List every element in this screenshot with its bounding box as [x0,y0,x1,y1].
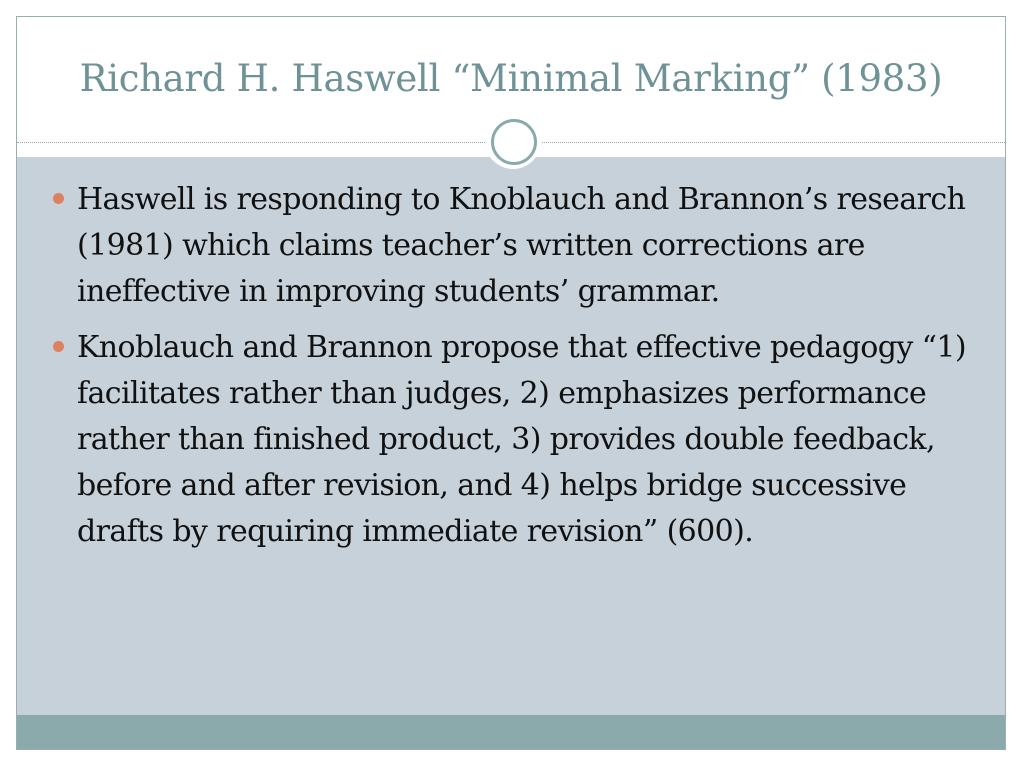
circle-ornament-icon [485,113,541,169]
bullet-text: Haswell is responding to Knoblauch and Brannon’s research (1981) which claims teacher’s written corrections are ineffective in improving students’ grammar. [77,182,966,309]
list-item [53,177,973,315]
bullet-list [53,177,973,565]
bullet-dot-icon [53,341,64,352]
footer-band [17,715,1005,749]
bullet-dot-icon [53,193,64,204]
slide-title: Richard H. Haswell “Minimal Marking” (1983) [79,57,943,100]
list-item [53,325,973,555]
bullet-text: Knoblauch and Brannon propose that effective pedagogy “1) facilitates rather than judges, 2) emphasizes performance rather than finished product, 3) provides double feedback, before and after revision, and 4) helps bridge successive drafts by requiring immediate revision” (600). [77,330,966,549]
slide-frame [16,16,1006,750]
circle-ring [491,119,537,165]
